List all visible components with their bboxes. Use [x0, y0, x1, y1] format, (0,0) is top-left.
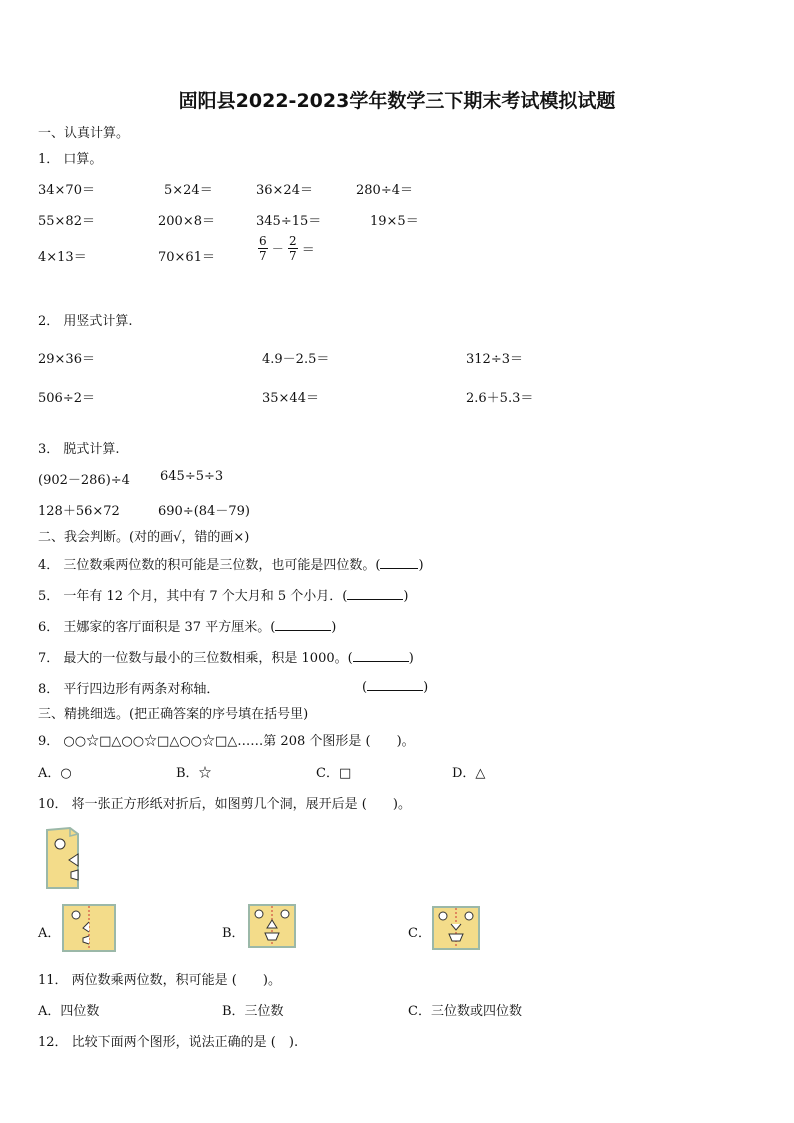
q1-r1-c2: 5×24＝	[164, 183, 213, 198]
q10-option-a[interactable]: A．	[38, 926, 61, 941]
q10-option-b[interactable]: B．	[222, 926, 245, 941]
section2-heading: 二、我会判断。(对的画√，错的画×)	[38, 530, 250, 545]
q2-r2-c1: 506÷2＝	[38, 391, 95, 406]
q6	[38, 616, 336, 635]
q9-option-a[interactable]: A．○	[38, 766, 72, 781]
q8-answer	[362, 678, 428, 695]
q1-r2-c3: 345÷15＝	[256, 214, 322, 229]
q3-label: 3． 脱式计算.	[38, 442, 120, 457]
q2-r1-c1: 29×36＝	[38, 352, 95, 367]
q3-r1-c1: (902－286)÷4	[38, 473, 130, 488]
q2-r1-c3: 312÷3＝	[466, 352, 523, 367]
q5-close: )	[403, 589, 409, 604]
q9-text: 9． ○○☆□△○○☆□△○○☆□△……第 208 个图形是 ( )。	[38, 734, 415, 749]
page-title: 固阳县2022-2023学年数学三下期末考试模拟试题	[178, 90, 616, 112]
q7-text: 7． 最大的一位数与最小的三位数相乘，积是 1000。(	[38, 651, 353, 666]
q1-label: 1． 口算。	[38, 152, 103, 167]
q6-close: )	[331, 620, 337, 635]
fraction-minus: －	[271, 242, 284, 256]
q5-text: 5． 一年有 12 个月，其中有 7 个大月和 5 个小月．(	[38, 589, 348, 604]
q3-r1-c2: 645÷5÷3	[160, 469, 224, 484]
q10-option-b-figure[interactable]	[248, 904, 296, 948]
q11-option-a[interactable]: A．四位数	[38, 1004, 100, 1019]
q1-r2-c2: 200×8＝	[158, 214, 215, 229]
fraction-a	[258, 234, 268, 263]
q12-text: 12． 比较下面两个图形，说法正确的是 ( ).	[38, 1035, 299, 1050]
q7-answer-blank[interactable]	[353, 649, 409, 662]
q1-r2-c1: 55×82＝	[38, 214, 95, 229]
fraction-b-denominator: 7	[288, 249, 297, 263]
section3-heading: 三、精挑细选。(把正确答案的序号填在括号里)	[38, 707, 309, 722]
q8-answer-blank[interactable]	[367, 678, 423, 691]
q1-r3-c1: 4×13＝	[38, 250, 87, 265]
q4	[38, 554, 424, 573]
section1-heading: 一、认真计算。	[38, 126, 130, 141]
q1-r1-c4: 280÷4＝	[356, 183, 413, 198]
q9-option-b[interactable]: B．☆	[176, 766, 212, 781]
q7-close: )	[408, 651, 414, 666]
fraction-b-numerator: 2	[288, 234, 297, 248]
fraction-b	[288, 234, 298, 263]
q9-option-d[interactable]: D．△	[452, 766, 486, 781]
q11-option-b[interactable]: B．三位数	[222, 1004, 284, 1019]
q3-r2-c2: 690÷(84－79)	[158, 504, 250, 519]
q11-option-c[interactable]: C．三位数或四位数	[408, 1004, 522, 1019]
q10-option-c[interactable]: C．	[408, 926, 431, 941]
q10-option-a-figure[interactable]	[62, 904, 116, 952]
q2-r1-c2: 4.9－2.5＝	[262, 352, 330, 367]
q4-text: 4． 三位数乘两位数的积可能是三位数，也可能是四位数。(	[38, 558, 381, 573]
q10-folded-paper-figure	[44, 826, 82, 890]
q5	[38, 585, 408, 604]
q10-option-c-figure[interactable]	[432, 906, 480, 950]
q1-r1-c1: 34×70＝	[38, 183, 95, 198]
fraction-a-denominator: 7	[259, 249, 267, 263]
q2-r2-c3: 2.6＋5.3＝	[466, 391, 534, 406]
q4-answer-blank[interactable]	[380, 556, 418, 569]
q4-close: )	[418, 558, 424, 573]
q1-r3-c2: 70×61＝	[158, 250, 215, 265]
q2-label: 2． 用竖式计算.	[38, 314, 133, 329]
q8-open: (	[362, 680, 368, 695]
q9-option-c[interactable]: C．□	[316, 766, 352, 781]
q1-r1-c3: 36×24＝	[256, 183, 313, 198]
q7	[38, 647, 414, 666]
q2-r2-c2: 35×44＝	[262, 391, 319, 406]
q6-answer-blank[interactable]	[275, 618, 331, 631]
q10-text: 10． 将一张正方形纸对折后，如图剪几个洞，展开后是 ( )。	[38, 797, 411, 812]
q3-r2-c1: 128＋56×72	[38, 504, 120, 519]
q8-text: 8． 平行四边形有两条对称轴．	[38, 682, 220, 697]
q1-r2-c4: 19×5＝	[370, 214, 419, 229]
q11-text: 11． 两位数乘两位数，积可能是 ( )。	[38, 973, 281, 988]
fraction-expression	[258, 234, 315, 263]
fraction-equals: ＝	[301, 243, 315, 258]
fraction-a-numerator: 6	[259, 234, 267, 248]
q6-text: 6． 王娜家的客厅面积是 37 平方厘米。(	[38, 620, 276, 635]
q5-answer-blank[interactable]	[347, 587, 403, 600]
q8-close: )	[423, 680, 429, 695]
